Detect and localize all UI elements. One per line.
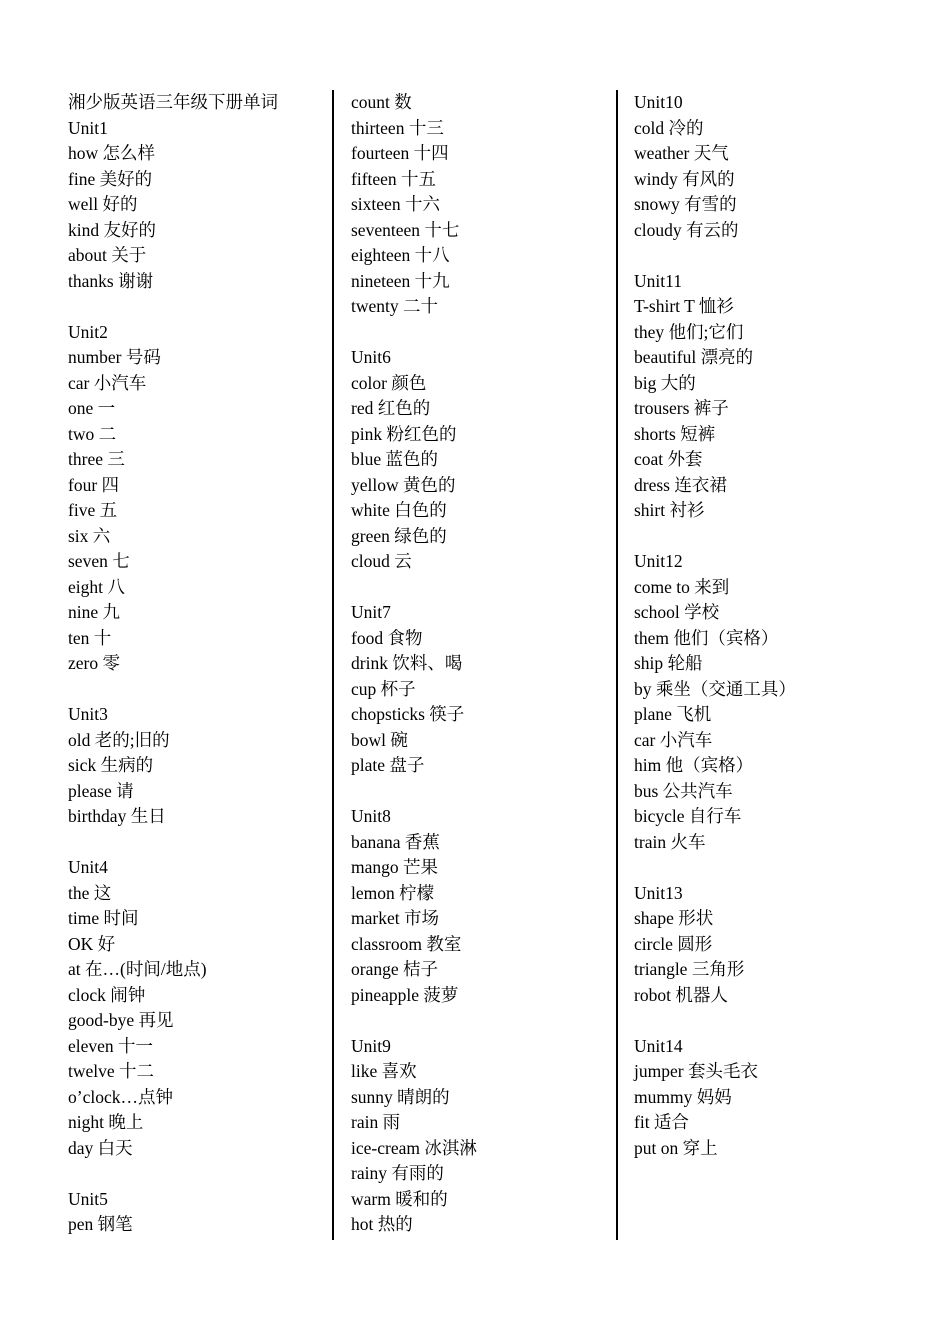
vocab-entry: how 怎么样 xyxy=(68,143,156,163)
vocab-entry: weather 天气 xyxy=(634,143,729,163)
vocab-entry: shirt 衬衫 xyxy=(634,500,705,520)
blank-line xyxy=(68,677,330,703)
vocab-entry: fifteen 十五 xyxy=(351,168,437,189)
vocab-entry: pen 钢笔 xyxy=(68,1214,133,1234)
vocab-entry: ship 轮船 xyxy=(634,653,703,673)
vocab-entry: T-shirt T 恤衫 xyxy=(634,296,734,316)
blank-line xyxy=(351,320,613,346)
vocab-entry: seventeen 十七 xyxy=(351,219,460,240)
vocab-entry: about 关于 xyxy=(68,245,147,265)
vocab-entry: twelve 十二 xyxy=(68,1061,155,1081)
vocab-entry: OK 好 xyxy=(68,933,116,954)
vocab-entry: him 他（宾格） xyxy=(634,755,754,775)
vocab-entry: banana 香蕉 xyxy=(351,831,440,852)
vocab-entry: cold 冷的 xyxy=(634,117,704,138)
vocab-entry: twenty 二十 xyxy=(351,296,439,316)
word-column-1 xyxy=(68,90,330,1238)
vocab-entry: ice-cream 冰淇淋 xyxy=(351,1137,477,1158)
vocab-entry: rain 雨 xyxy=(351,1112,401,1132)
vocab-entry: white 白色的 xyxy=(351,500,447,520)
column-divider-2 xyxy=(616,90,618,1240)
vocab-entry: warm 暖和的 xyxy=(351,1188,448,1209)
vocab-entry: circle 圆形 xyxy=(634,933,713,954)
vocab-entry: coat 外套 xyxy=(634,449,703,469)
vocab-entry: train 火车 xyxy=(634,831,706,852)
vocab-entry: cup 杯子 xyxy=(351,678,416,699)
vocab-entry: dress 连衣裙 xyxy=(634,474,727,495)
vocab-entry: sunny 晴朗的 xyxy=(351,1086,450,1107)
vocab-entry: school 学校 xyxy=(634,602,720,622)
vocab-entry: bicycle 自行车 xyxy=(634,806,742,826)
vocab-entry: please 请 xyxy=(68,780,134,801)
vocab-entry: number 号码 xyxy=(68,347,161,367)
section-heading: Unit9 xyxy=(351,1035,391,1056)
column-divider-1 xyxy=(332,90,334,1240)
vocab-entry: windy 有风的 xyxy=(634,168,735,189)
vocab-entry: classroom 教室 xyxy=(351,933,462,954)
vocab-entry: six 六 xyxy=(68,525,111,546)
vocab-entry: eleven 十一 xyxy=(68,1035,154,1056)
vocab-entry: orange 桔子 xyxy=(351,959,438,979)
section-heading: Unit10 xyxy=(634,92,683,112)
vocab-entry: green 绿色的 xyxy=(351,525,447,546)
vocab-entry: thirteen 十三 xyxy=(351,117,444,138)
vocab-entry: old 老的;旧的 xyxy=(68,729,170,750)
vocab-entry: pink 粉红色的 xyxy=(351,423,457,444)
vocab-entry: nine 九 xyxy=(68,602,121,622)
section-heading: Unit7 xyxy=(351,602,391,622)
vocab-entry: three 三 xyxy=(68,449,125,469)
vocab-entry: clock 闹钟 xyxy=(68,984,146,1005)
vocab-entry: cloud 云 xyxy=(351,551,412,571)
word-column-2 xyxy=(351,90,613,1238)
vocab-entry: shape 形状 xyxy=(634,908,714,928)
vocab-entry: triangle 三角形 xyxy=(634,959,745,979)
vocab-entry: pineapple 菠萝 xyxy=(351,984,459,1005)
vocab-entry: robot 机器人 xyxy=(634,984,728,1005)
vocab-entry: jumper 套头毛衣 xyxy=(634,1061,758,1081)
section-heading: Unit6 xyxy=(351,347,391,367)
vocab-entry: they 他们;它们 xyxy=(634,321,744,342)
vocab-entry: car 小汽车 xyxy=(634,729,713,750)
vocab-entry: color 颜色 xyxy=(351,372,427,393)
vocab-entry: at 在…(时间/地点) xyxy=(68,959,207,979)
vocab-entry: them 他们（宾格） xyxy=(634,627,779,648)
section-heading: Unit5 xyxy=(68,1188,108,1209)
vocab-entry: nineteen 十九 xyxy=(351,270,450,291)
vocab-entry: o’clock…点钟 xyxy=(68,1086,173,1107)
vocab-entry: plane 飞机 xyxy=(634,704,712,724)
vocab-entry: put on 穿上 xyxy=(634,1137,718,1158)
vocab-entry: thanks 谢谢 xyxy=(68,270,154,291)
blank-line xyxy=(68,294,330,320)
vocab-entry: chopsticks 筷子 xyxy=(351,704,465,724)
vocab-entry: blue 蓝色的 xyxy=(351,449,439,469)
vocab-entry: the 这 xyxy=(68,882,112,903)
blank-line xyxy=(634,524,924,550)
vocab-entry: food 食物 xyxy=(351,627,423,648)
vocab-entry: come to 来到 xyxy=(634,576,730,597)
vocab-entry: snowy 有雪的 xyxy=(634,194,737,214)
vocab-entry: five 五 xyxy=(68,500,118,520)
vocab-entry: fine 美好的 xyxy=(68,168,153,189)
vocab-entry: by 乘坐（交通工具） xyxy=(634,678,796,699)
section-heading: Unit1 xyxy=(68,117,108,138)
blank-line xyxy=(351,1008,613,1034)
vocab-entry: sixteen 十六 xyxy=(351,194,440,214)
vocab-entry: shorts 短裤 xyxy=(634,423,716,444)
vocab-entry: market 市场 xyxy=(351,908,439,928)
vocab-entry: cloudy 有云的 xyxy=(634,219,739,240)
vocab-entry: sick 生病的 xyxy=(68,755,154,775)
section-heading: Unit2 xyxy=(68,321,108,342)
section-heading: Unit11 xyxy=(634,270,682,291)
vocab-entry: birthday 生日 xyxy=(68,806,166,826)
vocab-entry: one 一 xyxy=(68,398,116,418)
vocab-entry: like 喜欢 xyxy=(351,1061,417,1081)
vocab-entry: trousers 裤子 xyxy=(634,398,729,418)
vocab-entry: good-bye 再见 xyxy=(68,1010,174,1030)
section-heading: 湘少版英语三年级下册单词 xyxy=(68,92,278,112)
vocab-entry: drink 饮料、喝 xyxy=(351,653,463,673)
vocab-entry: night 晚上 xyxy=(68,1112,144,1132)
vocab-entry: count 数 xyxy=(351,92,412,112)
vocab-entry: fourteen 十四 xyxy=(351,143,449,163)
vocab-entry: day 白天 xyxy=(68,1137,133,1158)
vocab-entry: zero 零 xyxy=(68,653,120,673)
blank-line xyxy=(634,243,924,269)
blank-line xyxy=(68,1161,330,1187)
vocab-entry: time 时间 xyxy=(68,908,139,928)
vocab-entry: mummy 妈妈 xyxy=(634,1086,732,1107)
section-heading: Unit12 xyxy=(634,551,683,571)
vocab-entry: mango 芒果 xyxy=(351,857,439,877)
vocab-entry: plate 盘子 xyxy=(351,755,425,775)
vocab-entry: eighteen 十八 xyxy=(351,245,450,265)
vocab-entry: seven 七 xyxy=(68,551,130,571)
vocab-entry: car 小汽车 xyxy=(68,372,147,393)
vocab-entry: lemon 柠檬 xyxy=(351,882,435,903)
blank-line xyxy=(351,575,613,601)
vocab-entry: well 好的 xyxy=(68,194,138,214)
vocab-entry: fit 适合 xyxy=(634,1112,689,1132)
blank-line xyxy=(634,1008,924,1034)
vocab-entry: bus 公共汽车 xyxy=(634,780,733,801)
vocab-entry: four 四 xyxy=(68,474,120,495)
vocab-entry: beautiful 漂亮的 xyxy=(634,347,754,367)
vocab-entry: red 红色的 xyxy=(351,398,431,418)
vocab-entry: kind 友好的 xyxy=(68,219,156,240)
vocab-entry: ten 十 xyxy=(68,627,112,648)
section-heading: Unit14 xyxy=(634,1035,683,1056)
vocab-entry: bowl 碗 xyxy=(351,729,408,750)
section-heading: Unit13 xyxy=(634,882,683,903)
vocab-entry: two 二 xyxy=(68,423,117,444)
blank-line xyxy=(634,855,924,881)
vocab-entry: hot 热的 xyxy=(351,1214,413,1234)
blank-line xyxy=(68,830,330,856)
vocab-entry: eight 八 xyxy=(68,576,125,597)
vocab-entry: rainy 有雨的 xyxy=(351,1163,444,1183)
section-heading: Unit4 xyxy=(68,857,108,877)
section-heading: Unit8 xyxy=(351,806,391,826)
word-column-3 xyxy=(634,90,924,1161)
blank-line xyxy=(351,779,613,805)
vocab-entry: big 大的 xyxy=(634,372,696,393)
vocab-entry: yellow 黄色的 xyxy=(351,474,456,495)
section-heading: Unit3 xyxy=(68,704,108,724)
